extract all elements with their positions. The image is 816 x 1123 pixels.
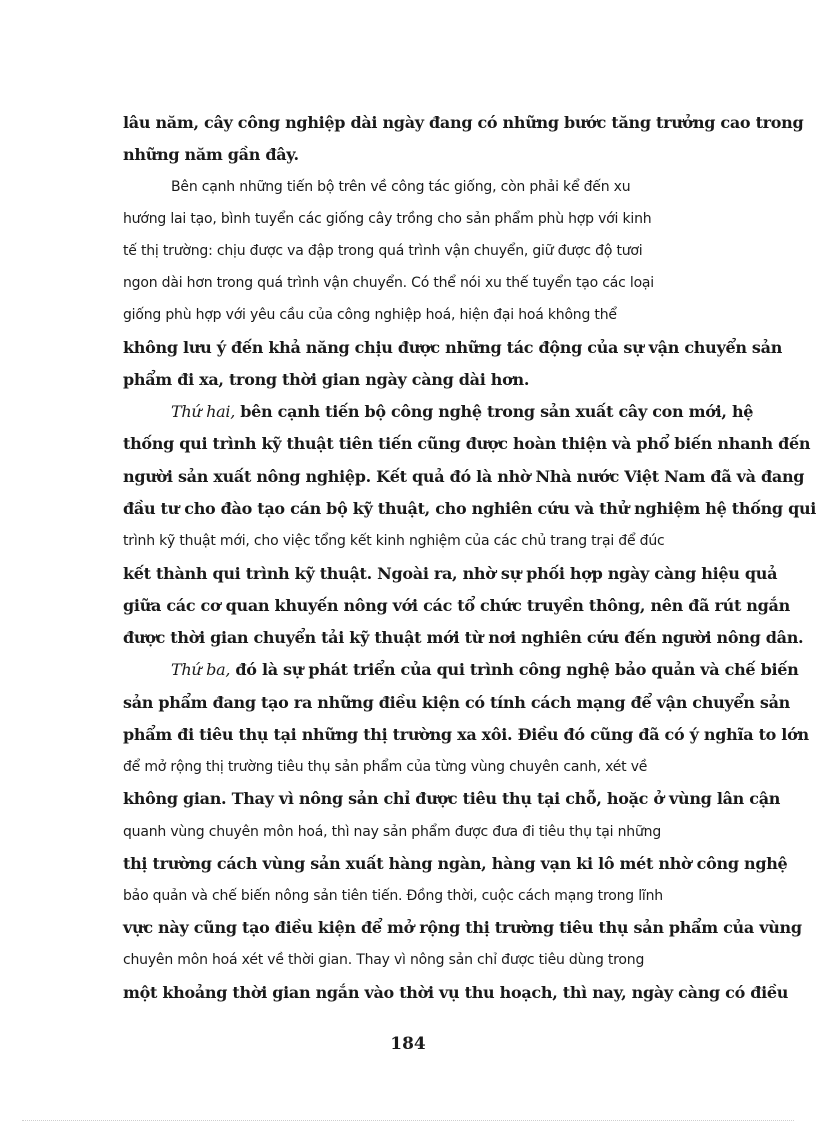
text-line: giữa các cơ quan khuyến nông với các tổ chức truyền thông, nên đã rút ngắn: [123, 596, 790, 615]
paragraph-lead-italic: Thứ hai,: [171, 402, 236, 421]
text-line: phẩm đi tiêu thụ tại những thị trường xa xôi. Điều đó cũng đã có ý nghĩa to lớn: [123, 725, 809, 744]
text-line: được thời gian chuyển tải kỹ thuật mới từ nơi nghiên cứu đến người nông dân.: [123, 628, 804, 647]
text-span: đó là sự phát triển của qui trình công nghệ bảo quản và chế biến: [230, 660, 799, 679]
text-line: để mở rộng thị trường tiêu thụ sản phẩm của từng vùng chuyên canh, xét về: [123, 759, 648, 775]
text-line: không lưu ý đến khả năng chịu được những tác động của sự vận chuyển sản: [123, 338, 783, 357]
text-line: [171, 399, 754, 425]
text-line: [171, 657, 799, 683]
text-line: tế thị trường: chịu được va đập trong quá trình vận chuyển, giữ được độ tươi: [123, 243, 643, 259]
text-line: thống qui trình kỹ thuật tiên tiến cũng được hoàn thiện và phổ biến nhanh đến: [123, 434, 811, 453]
paragraph-lead-italic: Thứ ba,: [171, 660, 231, 679]
text-line: chuyên môn hoá xét về thời gian. Thay vì nông sản chỉ được tiêu dùng trong: [123, 952, 645, 968]
text-line: đầu tư cho đào tạo cán bộ kỹ thuật, cho nghiên cứu và thử nghiệm hệ thống qui: [123, 499, 816, 518]
page-number: 184: [390, 1034, 426, 1054]
text-line: kết thành qui trình kỹ thuật. Ngoài ra, nhờ sự phối hợp ngày càng hiệu quả: [123, 564, 778, 583]
text-line: quanh vùng chuyên môn hoá, thì nay sản phẩm được đưa đi tiêu thụ tại những: [123, 824, 662, 840]
text-line: trình kỹ thuật mới, cho việc tổng kết kinh nghiệm của các chủ trang trại để đúc: [123, 533, 665, 549]
text-line: lâu năm, cây công nghiệp dài ngày đang có những bước tăng trưởng cao trong: [123, 113, 804, 132]
text-line: giống phù hợp với yêu cầu của công nghiệp hoá, hiện đại hoá không thể: [123, 307, 617, 323]
text-line: Bên cạnh những tiến bộ trên về công tác giống, còn phải kể đến xu: [171, 179, 631, 195]
text-line: thị trường cách vùng sản xuất hàng ngàn, hàng vạn ki lô mét nhờ công nghệ: [123, 854, 788, 873]
text-span: bên cạnh tiến bộ công nghệ trong sản xuất cây con mới, hệ: [235, 402, 754, 421]
text-line: sản phẩm đang tạo ra những điều kiện có tính cách mạng để vận chuyển sản: [123, 693, 790, 712]
text-line: phẩm đi xa, trong thời gian ngày càng dài hơn.: [123, 370, 530, 389]
page-bottom-divider: [22, 1120, 794, 1121]
text-line: những năm gần đây.: [123, 145, 299, 164]
text-line: người sản xuất nông nghiệp. Kết quả đó là nhờ Nhà nước Việt Nam đã và đang: [123, 467, 805, 486]
text-line: hướng lai tạo, bình tuyển các giống cây trồng cho sản phẩm phù hợp với kinh: [123, 211, 652, 227]
text-line: không gian. Thay vì nông sản chỉ được tiêu thụ tại chỗ, hoặc ở vùng lân cận: [123, 789, 781, 808]
text-line: bảo quản và chế biến nông sản tiên tiến. Đồng thời, cuộc cách mạng trong lĩnh: [123, 888, 663, 904]
text-line: vực này cũng tạo điều kiện để mở rộng thị trường tiêu thụ sản phẩm của vùng: [123, 918, 802, 937]
text-line: ngon dài hơn trong quá trình vận chuyển. Có thể nói xu thế tuyển tạo các loại: [123, 275, 654, 291]
text-line: một khoảng thời gian ngắn vào thời vụ thu hoạch, thì nay, ngày càng có điều: [123, 983, 789, 1002]
